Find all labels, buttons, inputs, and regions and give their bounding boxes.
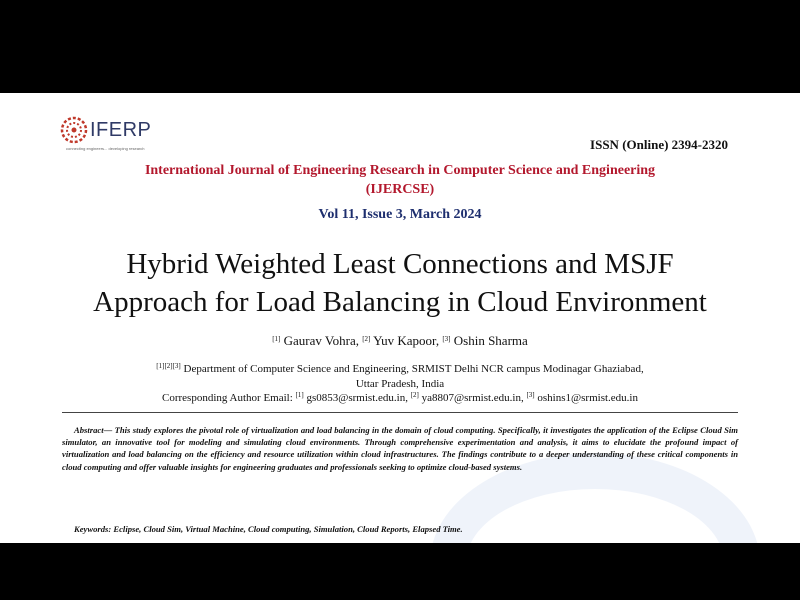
affiliation — [0, 359, 800, 392]
email-address[interactable]: ya8807@srmist.edu.in, — [421, 392, 524, 404]
title-line-1: Hybrid Weighted Least Connections and MSJF — [126, 248, 674, 280]
journal-name — [0, 161, 800, 199]
email-ref: [2] — [410, 391, 419, 399]
email-address[interactable]: gs0853@srmist.edu.in, — [306, 392, 408, 404]
author-ref: [1] — [272, 335, 281, 343]
issn: ISSN (Online) 2394-2320 — [590, 137, 728, 152]
globe-icon — [60, 116, 88, 144]
email-ref: [1] — [295, 391, 304, 399]
logo-tagline: connecting engineers... developing research — [66, 146, 145, 151]
affiliation-line-2: Uttar Pradesh, India — [355, 378, 445, 390]
email-address[interactable]: oshins1@srmist.edu.in — [537, 392, 638, 404]
corresponding-emails — [0, 391, 800, 404]
volume-issue: Vol 11, Issue 3, March 2024 — [318, 207, 482, 222]
divider — [62, 412, 738, 413]
affiliation-ref: [1][2][3] — [156, 362, 181, 370]
author-list — [0, 333, 800, 349]
journal-title: International Journal of Engineering Research in Computer Science and Engineering — [144, 163, 656, 178]
logo-text: IFERP — [90, 118, 152, 141]
paper-page — [0, 93, 800, 543]
author-name: Yuv Kapoor, — [373, 333, 440, 348]
paper-title — [0, 245, 800, 321]
abstract: Abstract— This study explores the pivotal role of virtualization and load balancing in the domain of cloud computing. Specifically, it investigates the application of the Eclipse Cloud Sim simulator, an innovative tool for modeling and simulating cloud environments. Through comprehensive experimentation and analysis, it aims to elucidate the profound impact of virtualization and load balancing on the efficiency and resource utilization within cloud infrastructures. The findings contribute to a deeper understanding of these critical components in cloud computing and offer valuable insights for engineering graduates and professionals seeking to optimize cloud-based systems. — [62, 425, 738, 472]
email-label: Corresponding Author Email: — [162, 392, 293, 404]
title-line-2: Approach for Load Balancing in Cloud Environment — [93, 286, 707, 318]
author-name: Gaurav Vohra, — [283, 333, 359, 348]
keywords: Keywords: Eclipse, Cloud Sim, Virtual Machine, Cloud computing, Simulation, Cloud Reports, Elapsed Time. — [74, 524, 463, 534]
email-ref: [3] — [526, 391, 535, 399]
author-ref: [2] — [362, 335, 371, 343]
author-name: Oshin Sharma — [453, 333, 528, 348]
journal-abbrev: (IJERCSE) — [365, 182, 435, 197]
iferp-logo — [60, 115, 151, 145]
affiliation-line-1: Department of Computer Science and Engineering, SRMIST Delhi NCR campus Modinagar Ghaziabad, — [183, 363, 644, 375]
author-ref: [3] — [442, 335, 451, 343]
